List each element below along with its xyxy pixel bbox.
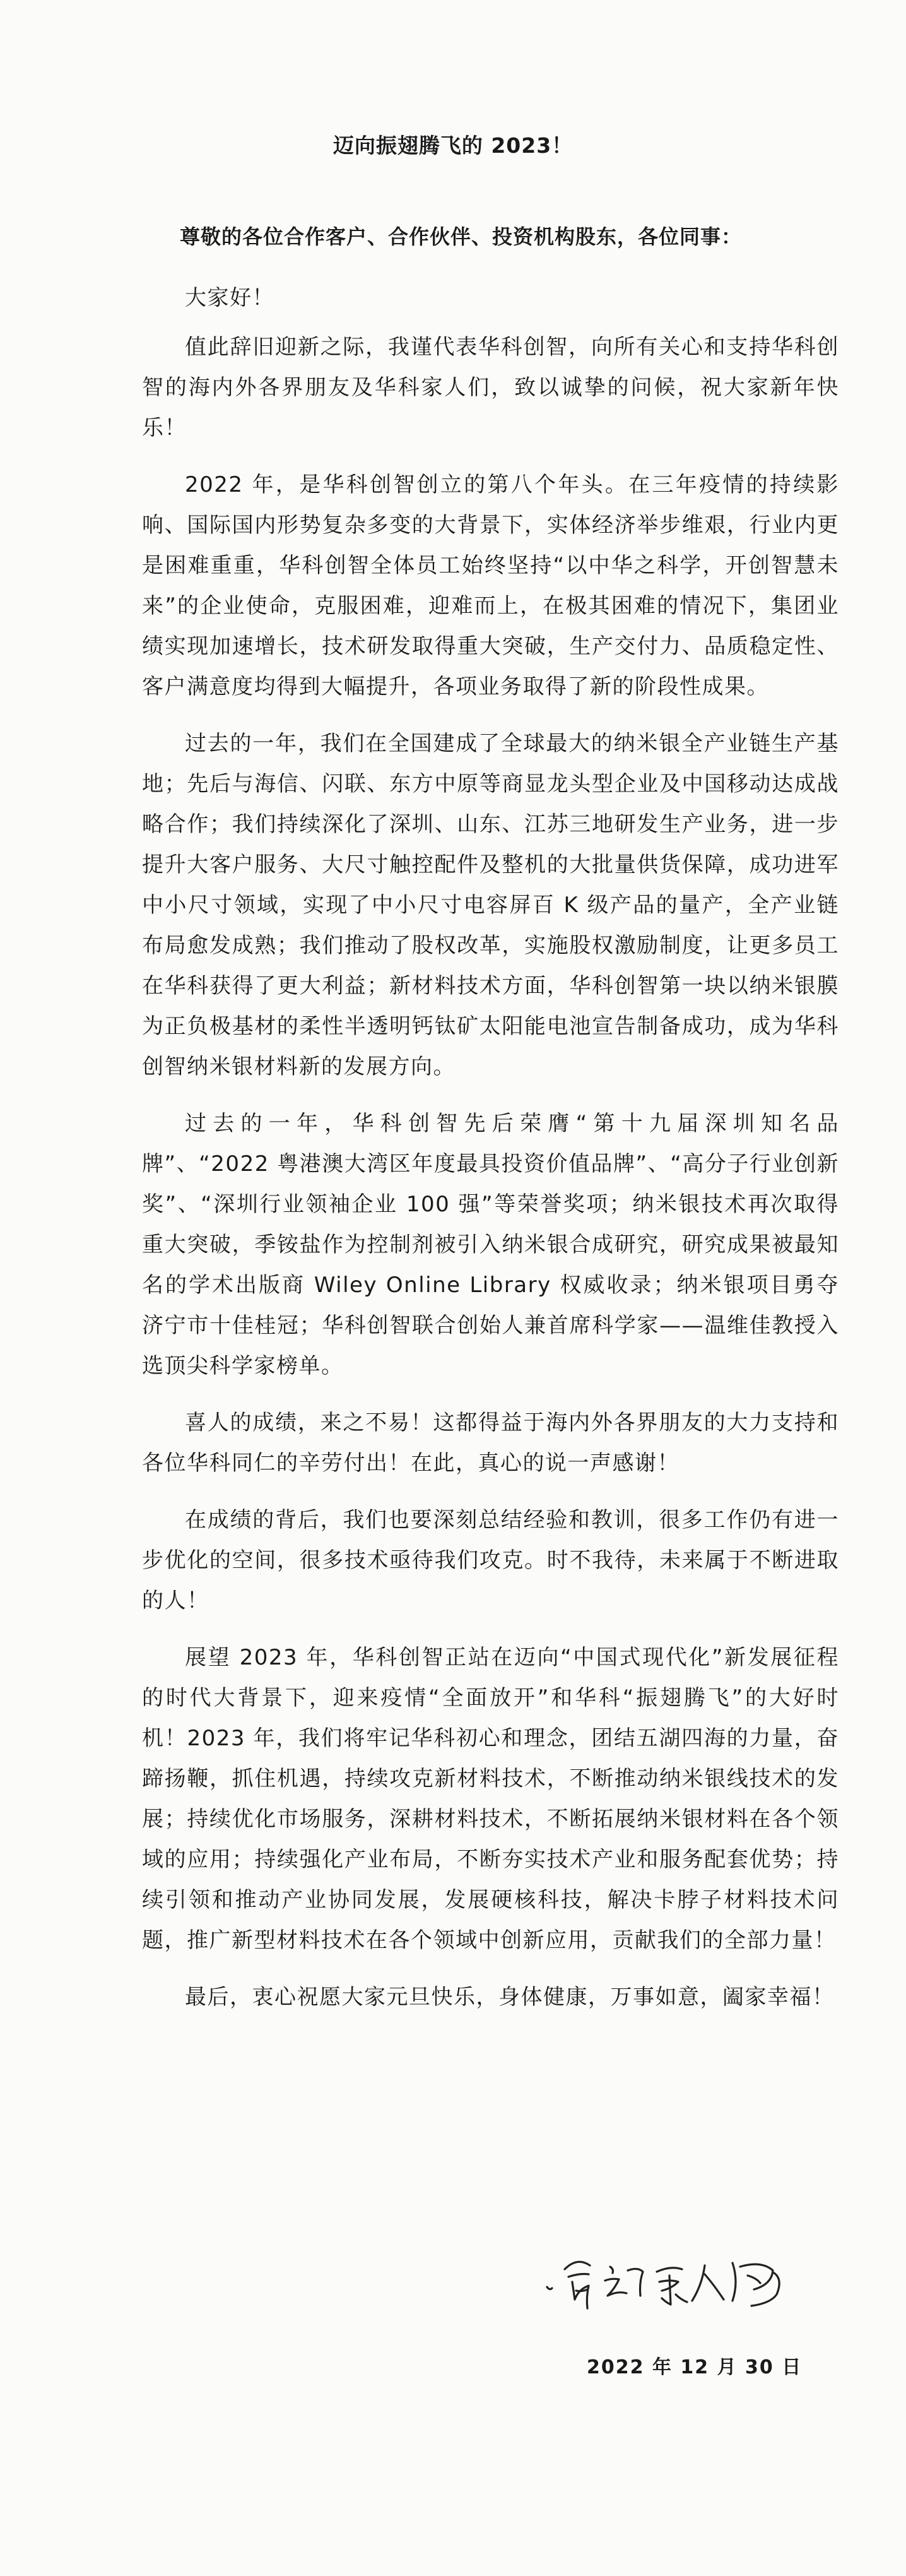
outlook-paragraph: 展望 2023 年，华科创智正站在迈向“中国式现代化”新发展征程的时代大背景下，迎来疫情“全面放开”和华科“振翅腾飞”的大好时机！2023 年，我们将牢记华科初心和理念，团结五湖四海的力量，奋蹄扬鞭，抓住机遇，持续攻克新材料技术，不断推动纳米银线技术的发展；持续优化市场服务，深耕材料技术，不断拓展纳米银材料在各个领域的应用；持续强化产业布局，不断夯实技术产业和服务配套优势；持续引领和推动产业协同发展，发展硬核科技，解决卡脖子材料技术问题，推广新型材料技术在各个领域中创新应用，贡献我们的全部力量！ — [142, 1645, 839, 1953]
honors-paragraph: 过去的一年，华科创智先后荣膺“第十九届深圳知名品牌”、“2022 粤港澳大湾区年度最具投资价值品牌”、“高分子行业创新奖”、“深圳行业领袖企业 100 强”等荣誉奖项；纳米银技术再次取得重大突破，季铵盐作为控制剂被引入纳米银合成研究，研究成果被最知名的学术出版商 Wiley Online Library 权威收录；纳米银项目勇夺济宁市十佳桂冠；华科创智联合创始人兼首席科学家——温维佳教授入选顶尖科学家榜单。 — [142, 1111, 839, 1379]
letter-date: 2022 年 12 月 30 日 — [587, 2356, 803, 2378]
letter-salutation: 尊敬的各位合作客户、合作伙伴、投资机构股东，各位同事： — [180, 225, 743, 249]
achievements-paragraph: 过去的一年，我们在全国建成了全球最大的纳米银全产业链生产基地；先后与海信、闪联、东方中原等商显龙头型企业及中国移动达成战略合作；我们持续深化了深圳、山东、江苏三地研发生产业务，进一步提升大客户服务、大尺寸触控配件及整机的大批量供货保障，成功进军中小尺寸领域，实现了中小尺寸电容屏百 K 级产品的量产，全产业链布局愈发成熟；我们推动了股权改革，实施股权激励制度，让更多员工在华科获得了更大利益；新材料技术方面，华科创智第一块以纳米银膜为正负极基材的柔性半透明钙钛矿太阳能电池宣告制备成功，成为华科创智纳米银材料新的发展方向。 — [142, 731, 839, 1079]
year-review-paragraph: 2022 年，是华科创智创立的第八个年头。在三年疫情的持续影响、国际国内形势复杂多变的大背景下，实体经济举步维艰，行业内更是困难重重，华科创智全体员工始终坚持“以中华之科学，开创智慧未来”的企业使命，克服困难，迎难而上，在极其困难的情况下，集团业绩实现加速增长，技术研发取得重大突破，生产交付力、品质稳定性、客户满意度均得到大幅提升，各项业务取得了新的阶段性成果。 — [142, 472, 839, 699]
closing-paragraph: 最后，衷心祝愿大家元旦快乐，身体健康，万事如意，阖家幸福！ — [185, 1985, 835, 2010]
opening-paragraph: 值此辞旧迎新之际，我谨代表华科创智，向所有关心和支持华科创智的海内外各界朋友及华科家人们，致以诚挚的问候，祝大家新年快乐！ — [142, 335, 839, 441]
thanks-paragraph: 喜人的成绩，来之不易！这都得益于海内外各界朋友的大力支持和各位华科同仁的辛劳付出！在此，真心的说一声感谢！ — [142, 1410, 839, 1476]
letter-body — [142, 278, 839, 2034]
greeting-paragraph: 大家好！ — [185, 285, 274, 311]
reflection-paragraph: 在成绩的背后，我们也要深刻总结经验和教训，很多工作仍有进一步优化的空间，很多技术亟待我们攻克。时不我待，未来属于不断进取的人！ — [142, 1507, 839, 1613]
letter-title: 迈向振翅腾飞的 2023！ — [332, 133, 574, 158]
handwritten-signature — [539, 2238, 804, 2320]
